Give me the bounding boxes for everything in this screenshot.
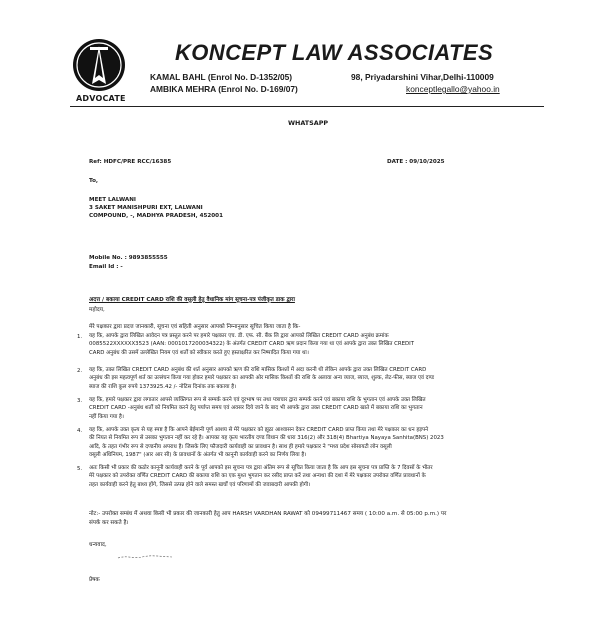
point-1-line: CARD अनुबंध की उसमें उल्लेखित नियम एवं शर्तों को स्वीकार करते हुए हस्ताक्षरित कर निष्पादित किया गया था। <box>89 349 309 356</box>
point-2-line: यह कि, उक्त लिखित CREDIT CARD अनुबंध की शर्त अनुसार आपको ऋण की राशि मासिक किश्तों में अदा करनी थी लेकिन आपके द्वारा उक्त लिखित CREDIT CARD <box>89 367 427 373</box>
point-4 <box>89 426 444 459</box>
point-1-line: यह कि, आपके द्वारा लिखित आवेदन पत्र प्रस्तुत करने पर हमारे पक्षकार एच. डी. एफ. सी. बैंक लि द्वारा आपको लिखित CREDIT CARD अनुबंध क्रमांक <box>89 333 389 339</box>
point-2-line: अनुबंध की इस महत्वपूर्ण शर्त का उल्लंघन किया गया होकर हमारे पक्षकार का आपकी ओर मासिक किश्तों की राशि के अलावा अन्य व्याज, ब्याज, शुल्क, लेट-फीस, ब्याज एवं दण्ड <box>89 375 434 382</box>
letterhead-divider <box>70 106 544 107</box>
point-4-line: आदि, के तहत गंभीर रूप से दण्डनीय अपराध है। जिसके लिए फौजदारी कार्यवाही का प्रावधान है। साथ ही हमारे पक्षकार ने "मध्य प्रदेश सोसायटी लोन वसूली <box>89 443 392 450</box>
signature-mark-icon <box>116 553 174 561</box>
point-5-line: अतः किसी भी प्रकार की कठोर कानूनी कार्यवाही करने के पूर्व आपको इस सूचना पत्र द्वारा अंतिम रूप से सूचित किया जाता है कि आप इस सूचना पत्र प्राप्ति के 7 दिवसों के भीतर <box>89 465 433 471</box>
point-2-number: 2. <box>77 368 83 374</box>
point-4-number: 4. <box>77 428 83 434</box>
note-line-2: संपर्क कर सकते है। <box>89 520 129 526</box>
logo-caption: ADVOCATE <box>76 94 126 103</box>
recipient-address-1: 3 SAKET MANISHPURI EXT, LALWANI <box>89 205 203 211</box>
recipient-address-2: COMPOUND, -, MADHYA PRADESH, 452001 <box>89 213 223 219</box>
point-1 <box>89 332 414 357</box>
recipient-name: MEET LALWANI <box>89 197 137 203</box>
point-3-line: यह कि, हमारे पक्षकार द्वारा लगातार आपसे व्यक्तिगत रूप से सम्पर्क करने एवं दूरभाष पर तथा पत्राचार द्वारा सम्पर्क करने एवं बकाया राशि के भुगतान एवं आपके उक्त लिखित <box>89 397 426 403</box>
mobile-number: Mobile No. : 9893855555 <box>89 255 168 261</box>
point-4-line: की नियत से नियमित रूप से उसका भुगतान नहीं कर रहे है। आपका यह कृत्य भारतीय दण्ड विधान की धारा 316(2) और 318(4) Bhartiya Nayaya Sanhita(BNS) 2023 <box>89 435 444 442</box>
delivery-mode: WHATSAPP <box>287 119 329 127</box>
firm-address: 98, Priyadarshini Vihar,Delhi-110009 <box>351 72 494 82</box>
notice-date: DATE : 09/10/2025 <box>387 159 445 165</box>
point-5-line: तहत कार्यवाही करने हेतु बाध्य होंगे, जिससे उत्पन्न होने वाले समस्त खर्चों एवं परिणामों की जवाबदारी आपकी होगी। <box>89 481 311 488</box>
point-1-number: 1. <box>77 334 83 340</box>
point-3-number: 3. <box>77 398 83 404</box>
firm-email: konceptlegallo@yahoo.in <box>406 84 500 94</box>
advocate-logo-icon <box>72 38 126 92</box>
closing: धन्यवाद, <box>89 542 107 548</box>
point-1-line: 0085522XXXXXX3523 (AAN: 0001017200034322) के अंतर्गत CREDIT CARD ऋण प्रदान किया गया था एवं आपके द्वारा उक्त लिखित CREDIT <box>89 341 415 348</box>
point-5-number: 5. <box>77 466 83 472</box>
firm-name: KONCEPT LAW ASSOCIATES <box>175 40 494 65</box>
note-line-1: नोट:- उपरोक्त सम्बंध में अथवा किसी भी प्रकार की जानकारी हेतु आप HARSH VARDHAN RAWAT को 09499711467 समय ( 10:00 a.m. से 05:00 p.m.) पर <box>89 511 447 517</box>
point-3-line: नहीं किया गया है। <box>89 413 124 420</box>
lawyer-1: KAMAL BAHL (Enrol No. D-1352/05) <box>150 72 293 82</box>
lawyer-2: AMBIKA MEHRA (Enrol No. D-169/07) <box>150 84 298 94</box>
point-5 <box>89 464 433 489</box>
to-label: To, <box>89 178 99 184</box>
sender-label: प्रेषक <box>89 577 100 583</box>
point-5-line: मेरे पक्षकार को उपरोक्त वर्णित CREDIT CARD की बकाया राशि का एक मुश्त भुगतान कर रसीद प्राप्त करें तथा अन्यथा की दशा में मेरे पक्षकार उपरोक्त वर्णित प्रावधानों के <box>89 473 426 480</box>
notice-subject: अदत्त / बकाया CREDIT CARD राशि की वसूली हेतु वैधानिक मांग सूचना-पत्र पंजीकृत डाक द्वारा <box>89 297 295 303</box>
email-id: Email Id : - <box>89 264 123 270</box>
point-3-line: CREDIT CARD -अनुबंध शर्तों को नियमित करने हेतु पर्याप्त समय एवं अवसर दिये जाने के बाद भी आपके द्वारा उक्त CREDIT CARD खाते में बकाया राशि का भुगतान <box>89 405 423 412</box>
intro-text: मेरे पक्षकार द्वारा प्रदत्त जानकारी, सूचना एवं सहिती अनुसार आपको निम्नानुसार सूचित किया जाता है कि- <box>89 324 301 330</box>
point-4-line: वसूली अधिनियम, 1987" (आर आर सी) के प्रावधानों के अंतर्गत भी कानूनी कार्यवाही करने का निर्णय लिया है। <box>89 451 307 458</box>
point-3 <box>89 396 426 421</box>
point-4-line: यह कि, आपके उक्त कृत्य से यह स्पष्ट है कि आपने बेईमानी पूर्ण आशय से मेरे पक्षकार को झूठा आश्वासन देकर CREDIT CARD प्राप्त किया तथा मेरे पक्षकार का धन हड़पने <box>89 427 429 433</box>
point-2-line: ब्याज की राशि कुल रुपये 1373925.42 /- नोटिस दिनांक तक बकाया है। <box>89 383 237 390</box>
point-2 <box>89 366 434 391</box>
salutation: महोदय, <box>89 307 105 313</box>
reference-number: Ref: HDFC/PRE RCC/16385 <box>89 159 172 165</box>
